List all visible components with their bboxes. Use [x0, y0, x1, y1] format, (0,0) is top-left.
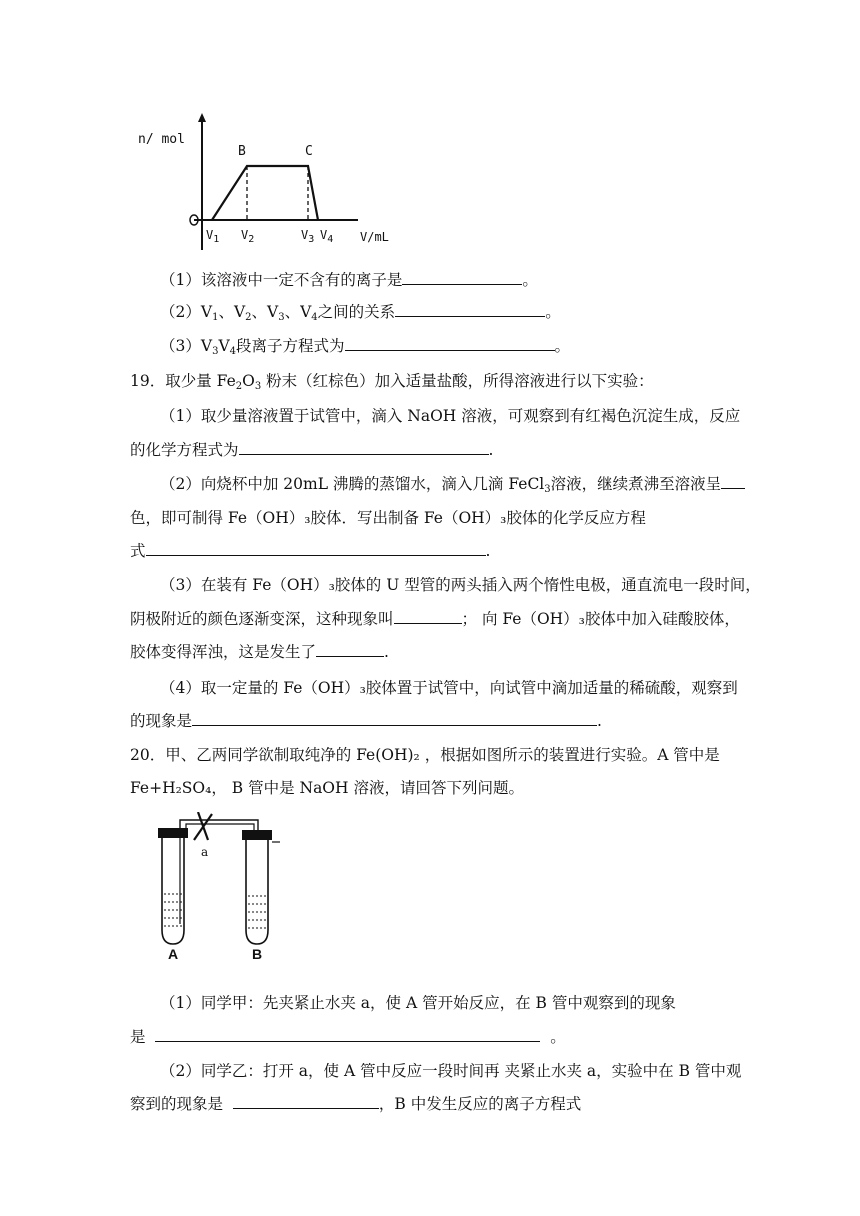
q20-apparatus-figure: [150, 812, 290, 967]
q19-p3-line2-a: 阴极附近的颜色逐渐变深，这种现象叫: [130, 610, 394, 628]
answer-blank[interactable]: [394, 609, 462, 624]
q19-p3-line2-b: ； 向 Fe（OH）₃胶体中加入硅酸胶体，: [461, 610, 740, 628]
q20-p1-line2-text: 是: [130, 1028, 146, 1046]
q18-part1-text: （1）该溶液中一定不含有的离子是: [160, 271, 403, 289]
graph-curve: [212, 166, 318, 220]
q19-p2-line1-a: （2）向烧杯中加 20mL 沸腾的蒸馏水，滴入几滴 FeCl: [160, 475, 545, 493]
y-axis-label: n/ mol: [138, 132, 185, 147]
q19-p2-line1: （2）向烧杯中加 20mL 沸腾的蒸馏水，滴入几滴 FeCl$_3$溶液，继续煮沸至溶液呈: [160, 474, 745, 494]
v1-label: $V_1$: [206, 228, 220, 245]
q19-p3-line3: 胶体变得浑浊，这是发生了 .: [130, 643, 389, 661]
x-axis-label: V/mL: [360, 230, 389, 244]
q20-p2-line2: [130, 1094, 581, 1114]
q19-stem-a: 19．取少量: [130, 372, 212, 390]
q19-p3-line1: （3）在装有 Fe（OH）₃胶体的 U 型管的两头插入两个惰性电极，通直流电一段时间，: [160, 576, 761, 594]
clip-a-label: a: [201, 845, 209, 859]
q19-p2-line3: 式 .: [130, 542, 491, 560]
q20-p1-line2: 是 。: [130, 1028, 566, 1046]
q20-p1-line1: （1）同学甲：先夹紧止水夹 a，使 A 管开始反应，在 B 管中观察到的现象: [160, 994, 676, 1012]
q19-stem: 19．取少量 $Fe_2O_3$ 粉末（红棕色）加入适量盐酸，所得溶液进行以下实验：: [130, 372, 654, 392]
tube-a: [162, 834, 184, 944]
answer-blank[interactable]: [146, 541, 486, 556]
point-b-label: B: [238, 144, 246, 159]
v2-label: $V_2$: [241, 228, 255, 245]
y-axis-arrow: [198, 113, 206, 122]
stopper-a: [158, 828, 188, 838]
point-c-label: C: [305, 144, 313, 159]
q20-p2-line1: （2）同学乙：打开 a，使 A 管中反应一段时间再 夹紧止水夹 a，实验中在 B 管中观: [160, 1062, 742, 1080]
apparatus-svg: [150, 812, 290, 967]
connecting-tube: [180, 820, 258, 830]
q18-part1: （1）该溶液中一定不含有的离子是 。: [160, 271, 538, 289]
q19-p1-line2-text: 的化学方程式为: [130, 441, 239, 459]
tube-b-label: B: [252, 946, 263, 962]
answer-blank[interactable]: [402, 270, 522, 285]
answer-blank[interactable]: [345, 336, 555, 351]
q19-stem-b: 粉末（红棕色）加入适量盐酸，所得溶液进行以下实验：: [266, 372, 654, 390]
q19-p4-line2-text: 的现象是: [130, 712, 193, 730]
v3-label: $V_3$: [301, 228, 315, 245]
q19-p2-line1-b: 溶液，继续煮沸至溶液呈: [550, 475, 722, 493]
q19-p3-line3-text: 胶体变得浑浊，这是发生了: [130, 643, 317, 661]
v4-label: $V_4$: [320, 228, 334, 245]
q19-p3-line2: [130, 609, 740, 629]
q19-p4-line2: 的现象是 .: [130, 712, 602, 730]
q20-stem-line2: Fe+H₂SO₄， B 管中是 NaOH 溶液，请回答下列问题。: [130, 779, 524, 797]
answer-blank[interactable]: [395, 302, 545, 317]
answer-blank[interactable]: [155, 1027, 540, 1042]
q19-p1-line1: （1）取少量溶液置于试管中，滴入 NaOH 溶液，可观察到有红褐色沉淀生成，反应: [160, 407, 741, 425]
q20-stem-line1: 20．甲、乙两同学欲制取纯净的 Fe(OH)₂ ，根据如图所示的装置进行实验。A 管中是: [130, 746, 720, 764]
answer-blank[interactable]: [239, 440, 489, 455]
answer-blank[interactable]: [316, 642, 384, 657]
q19-p2-line2: 色，即可制得 Fe（OH）₃胶体．写出制备 Fe（OH）₃胶体的化学反应方程: [130, 509, 646, 527]
q20-p2-line2-b: ，B 中发生反应的离子方程式: [378, 1095, 582, 1113]
answer-blank[interactable]: [721, 474, 745, 489]
q18-part2-text: 之间的关系: [317, 303, 396, 321]
q19-p2-line3-text: 式: [130, 542, 146, 560]
q19-p1-line2: 的化学方程式为 .: [130, 441, 494, 459]
answer-blank[interactable]: [233, 1094, 379, 1109]
q18-part2: $(2)V_1$、$V_2$、$V_3$、$V_4$之间的关系 。: [160, 303, 561, 323]
q18-part3: $(3)V_3V_4$段离子方程式为 。: [160, 337, 571, 357]
stopper-b: [242, 830, 272, 840]
q18-part3-text: 段离子方程式为: [236, 337, 345, 355]
q19-p4-line1: （4）取一定量的 Fe（OH）₃胶体置于试管中，向试管中滴加适量的稀硫酸，观察到: [160, 679, 738, 697]
answer-blank[interactable]: [192, 711, 597, 726]
tube-a-label: A: [168, 946, 179, 962]
q20-p2-line2-a: 察到的现象是: [130, 1095, 224, 1113]
q18-graph: [130, 110, 390, 260]
